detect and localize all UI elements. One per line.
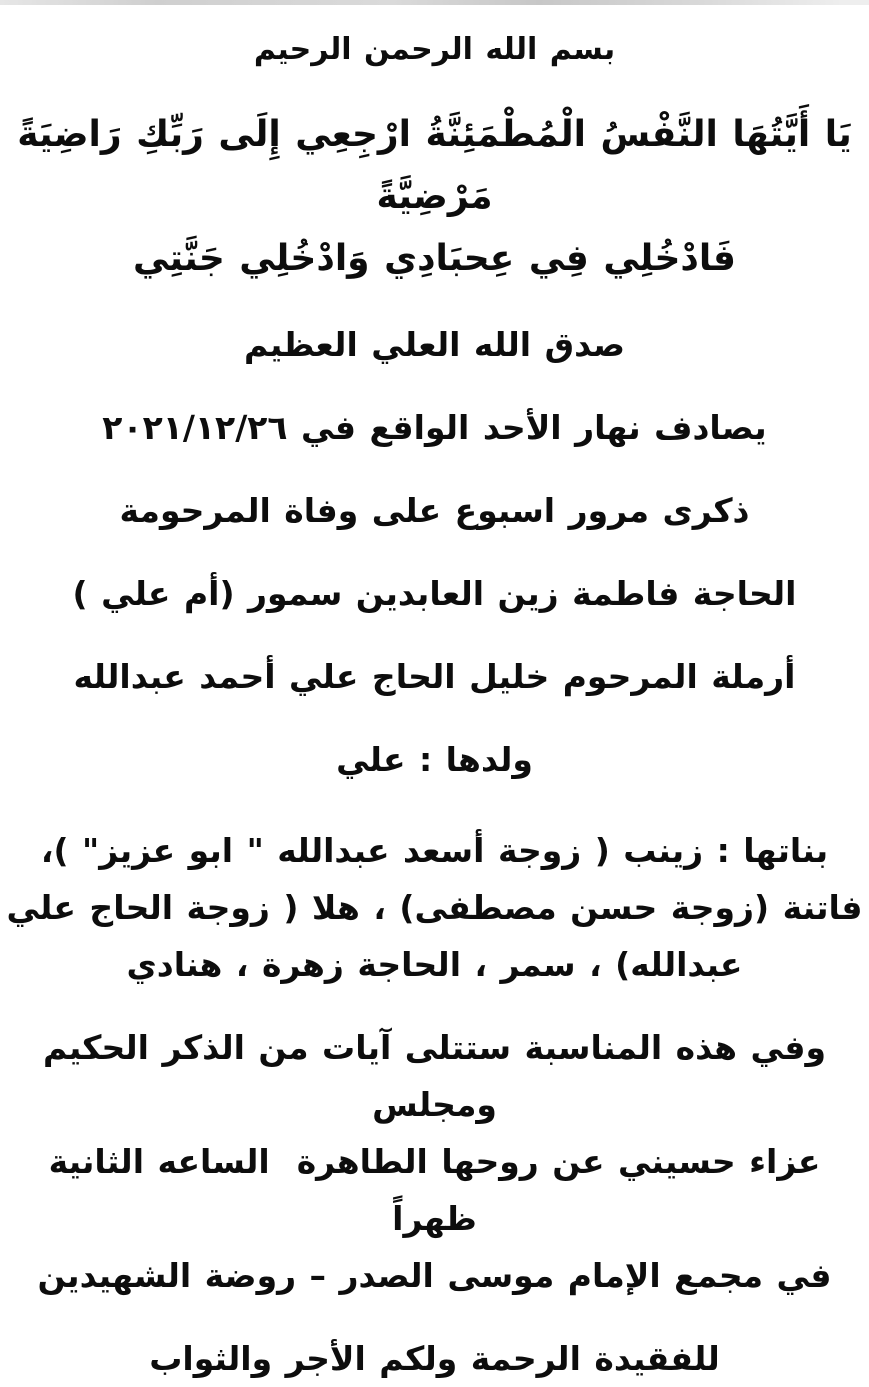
tasdiq-line: صدق الله العلي العظيم: [243, 325, 626, 364]
quran-verse-line-1: يَا أَيَّتُهَا النَّفْسُ الْمُطْمَئِنَّةُ ارْجِعِي إِلَى رَبِّكِ رَاضِيَةً مَرْضِيَّةً: [2, 114, 852, 217]
widow-line: أرملة المرحوم خليل الحاج علي أحمد عبدالله: [73, 657, 796, 696]
scan-edge-artifact: [0, 0, 869, 5]
basmala-line: بسم الله الرحمن الرحيم: [253, 32, 616, 67]
event-line-3: في مجمع الإمام موسى الصدر – روضة الشهيدين: [37, 1256, 832, 1295]
daughters-line-3: عبدالله) ، سمر ، الحاجة زهرة ، هنادي: [126, 945, 743, 984]
event-line-2: عزاء حسيني عن روحها الطاهرة الساعه الثانية ظهراً: [35, 1142, 821, 1238]
deceased-name-line: الحاجة فاطمة زين العابدين سمور (أم علي ): [72, 574, 797, 613]
event-line-1: وفي هذه المناسبة ستتلى آيات من الذكر الحكيم ومجلس: [29, 1028, 827, 1124]
son-line: ولدها : علي: [336, 740, 533, 779]
daughters-line-2: فاتنة (زوجة حسن مصطفى) ، هلا ( زوجة الحاج علي: [6, 888, 863, 927]
quran-verse: [0, 104, 869, 290]
occasion-line: ذكرى مرور اسبوع على وفاة المرحومة: [119, 491, 750, 530]
date-line: يصادف نهار الأحد الواقع في ٢٠٢١/١٢/٢٦: [102, 408, 767, 447]
quran-verse-line-2: فَادْخُلِي فِي عِحبَادِي وَادْخُلِي جَنَّتِي: [133, 238, 736, 279]
daughters-paragraph: [0, 822, 869, 993]
event-paragraph: [0, 1019, 869, 1304]
closing-line: للفقيدة الرحمة ولكم الأجر والثواب: [149, 1339, 720, 1378]
daughters-line-1: بناتها : زينب ( زوجة أسعد عبدالله " ابو عزيز" )،: [40, 831, 829, 870]
